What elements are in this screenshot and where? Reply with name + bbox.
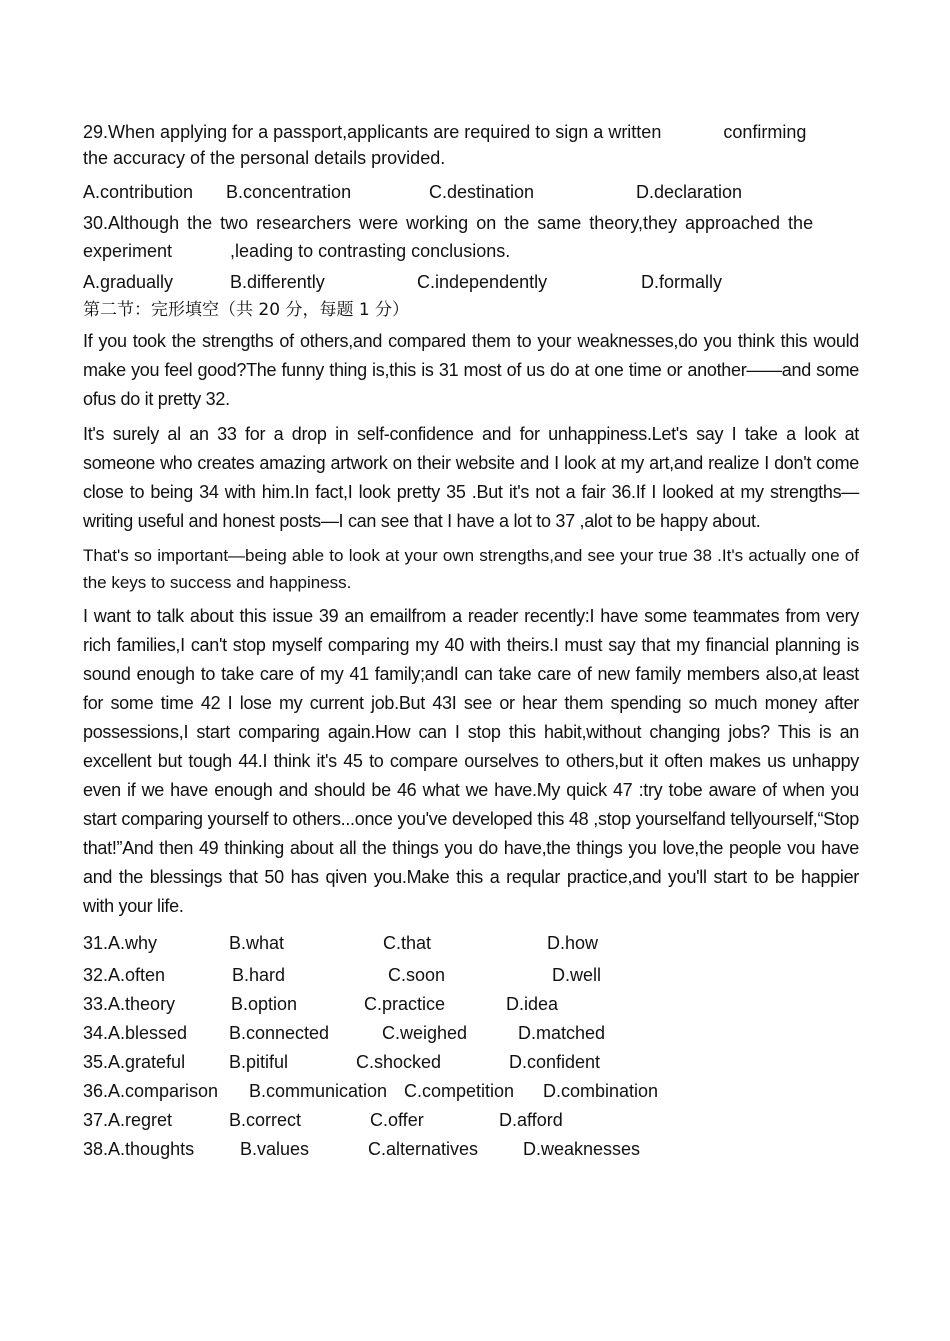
option-a: A.contribution — [83, 182, 194, 202]
answer-row-38 — [83, 1135, 859, 1164]
answer-option: 34.A.blessed — [83, 1023, 188, 1043]
answer-row-31 — [83, 929, 859, 961]
answer-option: 38.A.thoughts — [83, 1139, 195, 1159]
question-29-line-2: the accuracy of the personal details provided. — [83, 148, 446, 168]
question-30-options — [83, 267, 859, 297]
answer-option: B.pitiful — [229, 1052, 289, 1072]
answer-option: C.offer — [370, 1110, 424, 1130]
answer-row-32 — [83, 961, 859, 990]
question-29 — [83, 118, 859, 207]
answer-option: D.confident — [509, 1052, 601, 1072]
answer-option: C.weighed — [382, 1023, 468, 1043]
answer-row-37 — [83, 1106, 859, 1135]
answer-option: 32.A.often — [83, 965, 166, 985]
question-30-stem-end: ,leading to contrasting conclusions. — [230, 241, 511, 261]
answer-option: 31.A.why — [83, 933, 158, 953]
answer-option: D.weaknesses — [523, 1139, 641, 1159]
answer-option: D.matched — [518, 1023, 606, 1043]
answer-option: C.competition — [404, 1081, 515, 1101]
answer-option: B.what — [229, 933, 285, 953]
answer-option: B.communication — [249, 1081, 388, 1101]
question-30 — [83, 209, 859, 297]
option-c: C.independently — [417, 272, 548, 292]
answer-option: B.option — [231, 994, 298, 1014]
answer-option: C.alternatives — [368, 1139, 479, 1159]
answer-row-36 — [83, 1077, 859, 1106]
answer-options — [83, 929, 859, 1164]
question-30-line-1: 30.Although the two researchers were working on the same theory,they approached the — [83, 213, 814, 233]
answer-option: C.that — [383, 933, 432, 953]
answer-option: D.well — [552, 965, 602, 985]
answer-option: C.practice — [364, 994, 446, 1014]
answer-row-34 — [83, 1019, 859, 1048]
answer-row-35 — [83, 1048, 859, 1077]
option-b: B.concentration — [226, 182, 352, 202]
question-29-options — [83, 177, 859, 207]
answer-option: 35.A.grateful — [83, 1052, 186, 1072]
answer-option: B.connected — [229, 1023, 330, 1043]
answer-option: B.correct — [229, 1110, 302, 1130]
question-29-after-blank: confirming — [723, 122, 807, 142]
answer-option: B.hard — [232, 965, 286, 985]
answer-option: C.soon — [388, 965, 446, 985]
passage-paragraph-4: I want to talk about this issue 39 an emailfrom a reader recently:I have some teammates from very rich families,I can't stop myself comparing my 40 with theirs.I must say that my financial planning is sound enough to take care of my 41 family;andI can take care of new family members also,at least for some time 42 I lose my current job.But 43I see or hear them spending so much money after possessions,I start comparing again.How can I stop this habit,without changing jobs? This is an excellent but tough 44.I think it's 45 to compare ourselves to others,but it often makes us unhappy even if we have enough and should be 46 what we have.My quick 47 :try tobe aware of when you start comparing yourself to others...once you've developed this 48 ,stop yourselfand tellyourself,“Stop that!”And then 49 thinking about all the things you do have,the things you love,the people vou have and the blessings that 50 has qiven you.Make this a reqular practice,and you'll start to be happier with your life. — [83, 606, 859, 916]
question-30-line-2 — [83, 237, 859, 265]
answer-option: C.shocked — [356, 1052, 442, 1072]
option-d: D.formally — [641, 272, 723, 292]
passage-paragraph-1: If you took the strengths of others,and compared them to your weaknesses,do you think this would make you feel good?The funny thing is,this is 31 most of us do at one time or another——and some ofus do it pretty 32. — [83, 331, 859, 409]
answer-option: D.combination — [543, 1081, 659, 1101]
answer-option: B.values — [240, 1139, 310, 1159]
answer-option: D.how — [547, 933, 599, 953]
passage-paragraph-3: That's so important—being able to look at your own strengths,and see your true 38 .It's actually one of the keys to success and happiness. — [83, 546, 859, 592]
answer-option: 37.A.regret — [83, 1110, 173, 1130]
option-c: C.destination — [429, 182, 535, 202]
option-b: B.differently — [230, 272, 325, 292]
section-heading: 第二节：完形填空（共 20 分，每题 1 分） — [83, 300, 410, 320]
answer-row-33 — [83, 990, 859, 1019]
option-a: A.gradually — [83, 272, 174, 292]
answer-option: D.idea — [506, 994, 559, 1014]
question-29-line-1 — [83, 118, 859, 146]
answer-option: 33.A.theory — [83, 994, 176, 1014]
answer-option: 36.A.comparison — [83, 1081, 219, 1101]
passage-paragraph-2: It's surely al an 33 for a drop in self-confidence and for unhappiness.Let's say I take a look at someone who creates amazing artwork on their website and I look at my art,and realize I don't come close to being 34 with him.In fact,I look pretty 35 .But it's not a fair 36.If I looked at my strengths—writing useful and honest posts—I can see that I have a lot to 37 ,alot to be happy about. — [83, 424, 859, 531]
answer-option: D.afford — [499, 1110, 563, 1130]
exam-page — [83, 118, 859, 1164]
question-29-stem: 29.When applying for a passport,applicants are required to sign a written — [83, 122, 662, 142]
question-30-stem: experiment — [83, 241, 173, 261]
option-d: D.declaration — [636, 182, 743, 202]
